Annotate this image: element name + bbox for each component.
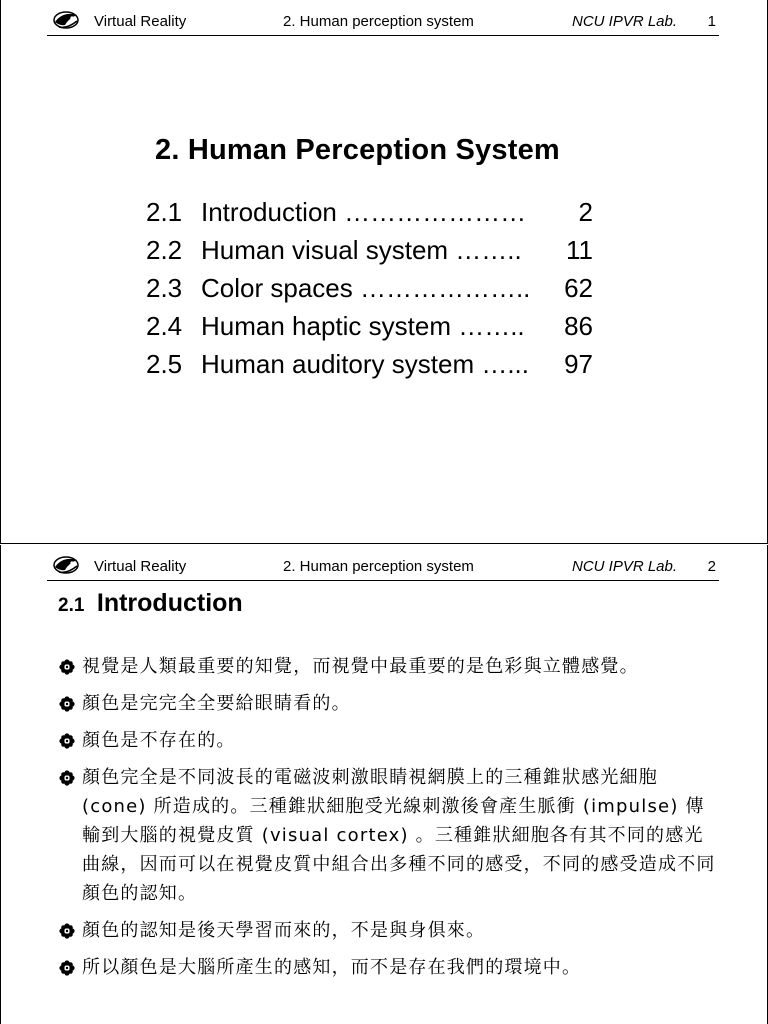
toc-text: Color spaces ……………….. xyxy=(201,273,531,303)
toc-number: 2.2 xyxy=(146,235,183,265)
toc-page: 97 xyxy=(564,349,593,379)
header-chapter: 2. Human perception system xyxy=(283,13,474,30)
bullet-text: 顏色是不存在的。 xyxy=(82,730,236,751)
slide-2 xyxy=(0,545,768,1024)
toc-number: 2.1 xyxy=(146,197,183,227)
toc-number: 2.5 xyxy=(146,349,183,379)
header-lab: NCU IPVR Lab. xyxy=(572,558,678,575)
lab-logo-icon xyxy=(51,9,81,31)
bullet-item xyxy=(59,689,719,718)
toc-item xyxy=(146,197,606,235)
bullet-item xyxy=(59,652,719,681)
bullet-item xyxy=(59,916,719,945)
section-heading: Introduction xyxy=(96,589,243,617)
flower-bullet-icon xyxy=(59,733,75,749)
flower-bullet-icon xyxy=(59,923,75,939)
toc-item xyxy=(146,273,606,311)
bullet-text: 所以顏色是大腦所產生的感知，而不是存在我們的環境中。 xyxy=(82,957,582,978)
chapter-title: 2. Human Perception System xyxy=(155,134,560,166)
toc-page: 11 xyxy=(566,235,593,265)
toc-item xyxy=(146,235,606,273)
toc-number: 2.4 xyxy=(146,311,183,341)
toc-number: 2.3 xyxy=(146,273,183,303)
slide-header xyxy=(47,553,719,581)
toc-text: Introduction ………………… xyxy=(201,197,527,227)
header-page-number: 2 xyxy=(707,558,716,575)
bullet-text: 顏色的認知是後天學習而來的，不是與身俱來。 xyxy=(82,920,486,941)
bullet-item xyxy=(59,763,719,908)
section-title xyxy=(58,589,243,618)
lab-logo-icon xyxy=(51,554,81,576)
bullet-list xyxy=(59,652,719,990)
bullet-text: 顏色完全是不同波長的電磁波刺激眼睛視網膜上的三種錐狀感光細胞 (cone) 所造成的。三種錐狀細胞受光線刺激後會產生脈衝 (impulse) 傳輸到大腦的視覺皮質 (visual cortex) 。三種錐狀細胞各有其不同的感光曲線，因而可以在視覺皮質中組合出多種不同的感受，不同的感受造成不同顏色的認知。 xyxy=(82,767,716,904)
toc-page: 86 xyxy=(564,311,593,341)
toc-item xyxy=(146,311,606,349)
toc-item xyxy=(146,349,606,387)
table-of-contents xyxy=(146,197,606,387)
bullet-item xyxy=(59,953,719,982)
header-chapter: 2. Human perception system xyxy=(283,558,474,575)
section-number: 2.1 xyxy=(58,595,85,616)
bullet-text: 視覺是人類最重要的知覺，而視覺中最重要的是色彩與立體感覺。 xyxy=(82,656,639,677)
flower-bullet-icon xyxy=(59,696,75,712)
toc-page: 62 xyxy=(564,273,593,303)
header-course: Virtual Reality xyxy=(94,13,187,30)
flower-bullet-icon xyxy=(59,659,75,675)
bullet-text: 顏色是完完全全要給眼睛看的。 xyxy=(82,693,351,714)
flower-bullet-icon xyxy=(59,770,75,786)
toc-text: Human visual system …….. xyxy=(201,235,522,265)
bullet-item xyxy=(59,726,719,755)
toc-page: 2 xyxy=(578,197,593,227)
slide-header xyxy=(47,8,719,36)
header-page-number: 1 xyxy=(707,13,716,30)
header-course: Virtual Reality xyxy=(94,558,187,575)
flower-bullet-icon xyxy=(59,960,75,976)
header-lab: NCU IPVR Lab. xyxy=(572,13,678,30)
toc-text: Human haptic system …….. xyxy=(201,311,525,341)
toc-text: Human auditory system …... xyxy=(201,349,529,379)
